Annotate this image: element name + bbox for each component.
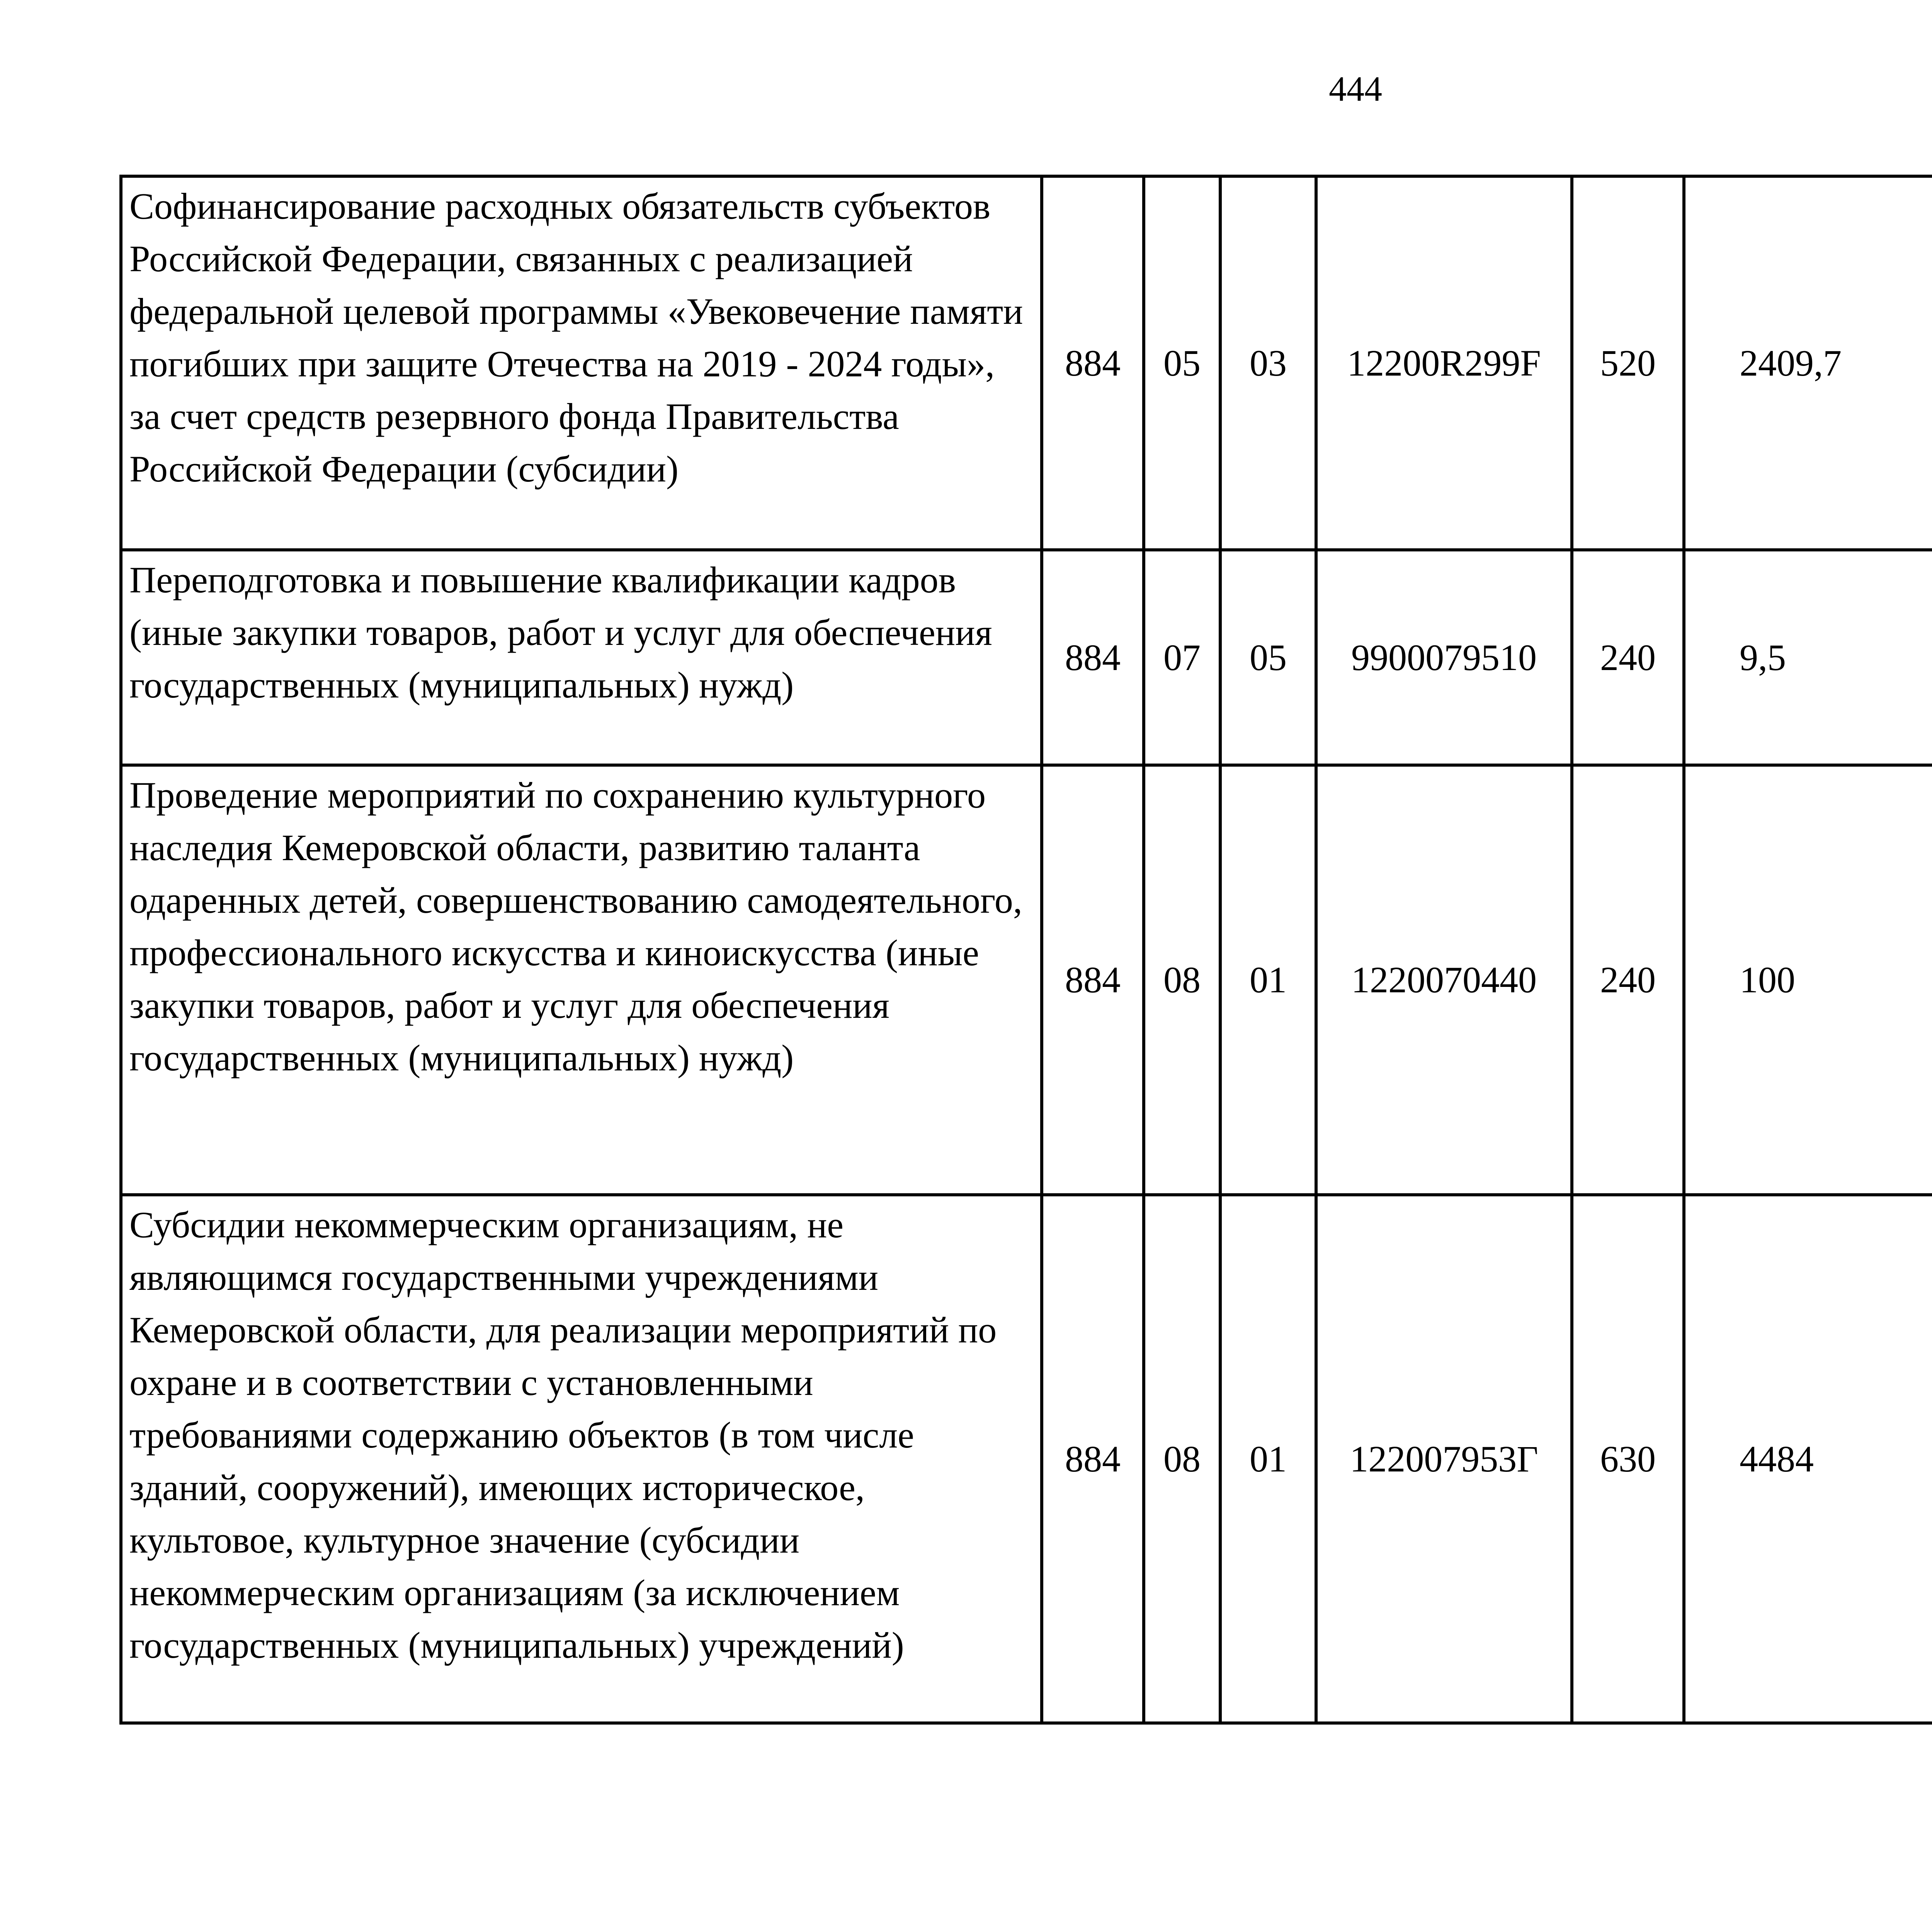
ministry-code: 884 [1042, 765, 1144, 1195]
amount-1: 2409,7 [1684, 176, 1932, 550]
subsection-code: 01 [1220, 765, 1316, 1195]
table-row [121, 1195, 1932, 1723]
ministry-code: 884 [1042, 550, 1144, 765]
target-article: 9900079510 [1316, 550, 1572, 765]
amount-1: 100 [1684, 765, 1932, 1195]
target-article: 12200R299F [1316, 176, 1572, 550]
expense-type: 630 [1572, 1195, 1684, 1723]
expense-type: 240 [1572, 550, 1684, 765]
amount-1: 9,5 [1684, 550, 1932, 765]
section-code: 07 [1144, 550, 1220, 765]
table-row [121, 550, 1932, 765]
table-row [121, 765, 1932, 1195]
section-code: 05 [1144, 176, 1220, 550]
section-code: 08 [1144, 1195, 1220, 1723]
table-row [121, 176, 1932, 550]
expense-type: 240 [1572, 765, 1684, 1195]
amount-1: 4484 [1684, 1195, 1932, 1723]
row-description: Софинансирование расходных обязательств субъектов Российской Федерации, связанных с реализацией федеральной целевой программы «Увековечение памяти погибших при защите Отечества на 2019 - 2024 годы», за счет средств резервного фонда Правительства Российской Федерации (субсидии) [121, 176, 1042, 550]
expense-type: 520 [1572, 176, 1684, 550]
ministry-code: 884 [1042, 1195, 1144, 1723]
row-description: Переподготовка и повышение квалификации кадров (иные закупки товаров, работ и услуг для обеспечения государственных (муниципальных) нужд) [121, 550, 1042, 765]
subsection-code: 03 [1220, 176, 1316, 550]
target-article: 1220070440 [1316, 765, 1572, 1195]
target-article: 122007953Г [1316, 1195, 1572, 1723]
page-number: 444 [1329, 69, 1382, 109]
subsection-code: 05 [1220, 550, 1316, 765]
row-description: Субсидии некоммерческим организациям, не являющимся государственными учреждениями Кемеровской области, для реализации мероприятий по охране и в соответствии с установленными требованиями содержанию объектов (в том числе зданий, сооружений), имеющих историческое, культовое, культурное значение (субсидии некоммерческим организациям (за исключением государственных (муниципальных) учреждений) [121, 1195, 1042, 1723]
section-code: 08 [1144, 765, 1220, 1195]
budget-table [119, 175, 1932, 1725]
subsection-code: 01 [1220, 1195, 1316, 1723]
row-description: Проведение мероприятий по сохранению культурного наследия Кемеровской области, развитию таланта одаренных детей, совершенствованию самодеятельного, профессионального искусства и киноискусства (иные закупки товаров, работ и услуг для обеспечения государственных (муниципальных) нужд) [121, 765, 1042, 1195]
ministry-code: 884 [1042, 176, 1144, 550]
